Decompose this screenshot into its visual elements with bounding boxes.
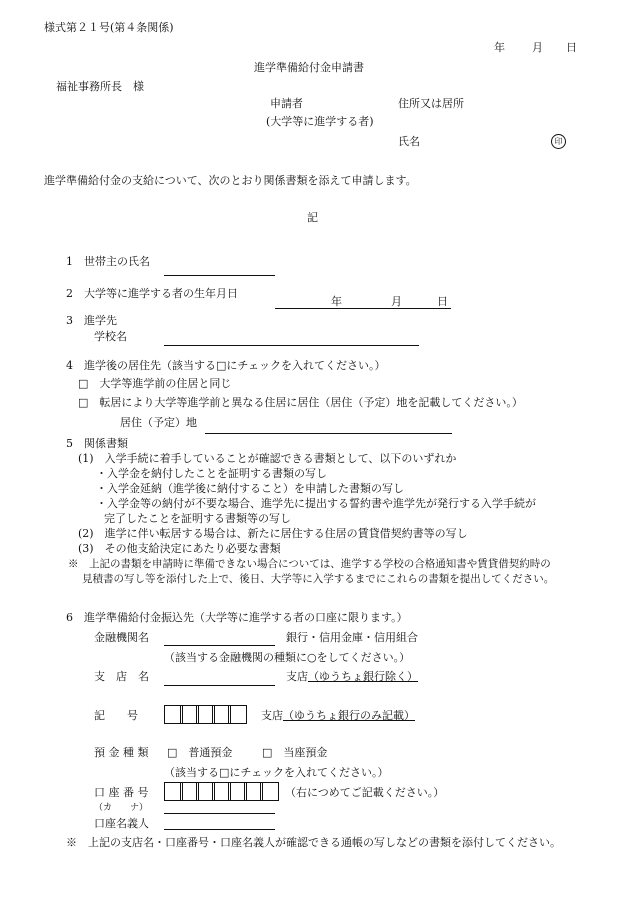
bank-note: （該当する金融機関の種類に○をしてください。） — [164, 651, 411, 664]
householder-name-field[interactable] — [164, 275, 275, 276]
form-number: 様式第２１号(第４条関係) — [44, 21, 174, 34]
final-note: ※ 上記の支店名・口座番号・口座名義人が確認できる通帳の写しなどの書類を添付してください。 — [66, 836, 561, 849]
date-month: 月 — [532, 41, 543, 54]
intro-text: 進学準備給付金の支給について、次のとおり関係書類を添えて申請します。 — [44, 174, 417, 187]
kigou-note: （ゆうちょ銀行のみ記載） — [283, 709, 415, 722]
branch-note: （ゆうちょ銀行除く） — [308, 670, 418, 683]
docs-line-3: (3) その他支給決定にあたり必要な書類 — [78, 542, 281, 555]
item4-label: 4 進学後の居住先（該当する□にチェックを入れてください。） — [66, 359, 386, 372]
docs-note-1: ※ 上記の書類を申請時に準備できない場合については、進学する学校の合格通知書や賃貸借契約時の — [68, 558, 551, 570]
applicant-label: 申請者 — [270, 97, 303, 110]
address-label: 住所又は居所 — [398, 97, 464, 110]
birthdate-field[interactable] — [275, 308, 451, 309]
kigou-label: 記 号 — [94, 709, 138, 722]
docs-line-2: (2) 進学に伴い転居する場合は、新たに居住する住居の賃貸借契約書等の写し — [78, 527, 468, 540]
item6-label: 6 進学準備給付金振込先（大学等に進学する者の口座に限ります。） — [66, 611, 408, 624]
holder-kana-field[interactable] — [164, 813, 275, 814]
item2-label: 2 大学等に進学する者の生年月日 — [66, 287, 238, 300]
kigou-box-5[interactable] — [228, 705, 247, 724]
account-type-ordinary[interactable]: □ 普通預金 — [167, 746, 233, 759]
ki-heading: 記 — [307, 211, 318, 224]
account-type-label: 預 金 種 類 — [94, 746, 149, 759]
kigou-suffix: 支店 — [261, 709, 283, 722]
school-label: 学校名 — [94, 330, 127, 343]
docs-line-1c2: 完了したことを証明する書類等の写し — [104, 512, 291, 525]
residence-option-move[interactable]: □ 転居により大学等進学前と異なる住居に居住（居住（予定）地を記載してください。） — [78, 396, 523, 409]
account-type-note: （該当する□にチェックを入れてください。） — [164, 766, 389, 779]
residence-option-same[interactable]: □ 大学等進学前の住居と同じ — [78, 377, 232, 390]
item3-label: 3 進学先 — [66, 314, 117, 327]
docs-line-1a: ・入学金を納付したことを証明する書類の写し — [96, 467, 327, 480]
school-name-field[interactable] — [164, 345, 419, 346]
residence-label: 居住（予定）地 — [120, 416, 197, 429]
bank-label: 金融機関名 — [94, 631, 149, 644]
bank-suffix: 銀行・信用金庫・信用組合 — [286, 631, 418, 644]
residence-field[interactable] — [205, 433, 452, 434]
item5-label: 5 関係書類 — [66, 437, 128, 450]
account-number-note: （右につめてご記載ください。） — [285, 786, 445, 799]
birth-year: 年 — [331, 295, 342, 308]
branch-name-field[interactable] — [164, 685, 275, 686]
branch-label: 支 店 名 — [94, 670, 149, 683]
holder-name-field[interactable] — [164, 829, 275, 830]
kana-label: （カ ナ） — [94, 803, 149, 813]
docs-note-2: 見積書の写し等を添付した上で、後日、大学等に入学するまでにこれらの書類を提出してください。 — [82, 573, 555, 585]
account-box-7[interactable] — [260, 782, 279, 801]
item1-label: 1 世帯主の氏名 — [66, 255, 150, 268]
date-year: 年 — [494, 41, 505, 54]
account-type-current[interactable]: □ 当座預金 — [262, 746, 328, 759]
docs-line-1c: ・入学金等の納付が不要な場合、進学先に提出する誓約書や進学先が発行する入学手続が — [96, 497, 536, 510]
form-title: 進学準備給付金申請書 — [254, 61, 364, 74]
holder-label: 口座名義人 — [94, 817, 149, 830]
bank-name-field[interactable] — [164, 645, 275, 646]
seal-icon: 印 — [551, 134, 566, 149]
branch-suffix: 支店 — [286, 670, 308, 683]
applicant-sub: (大学等に進学する者) — [266, 115, 374, 128]
docs-line-1b: ・入学金延納（進学後に納付すること）を申請した書類の写し — [96, 482, 404, 495]
addressee: 福祉事務所長 様 — [56, 80, 144, 93]
birth-day: 日 — [437, 295, 448, 308]
account-number-label: 口 座 番 号 — [94, 786, 149, 799]
date-day: 日 — [566, 41, 577, 54]
name-label: 氏名 — [398, 135, 420, 148]
docs-line-1: (1) 入学手続に着手していることが確認できる書類として、以下のいずれか — [78, 452, 457, 465]
birth-month: 月 — [391, 295, 402, 308]
